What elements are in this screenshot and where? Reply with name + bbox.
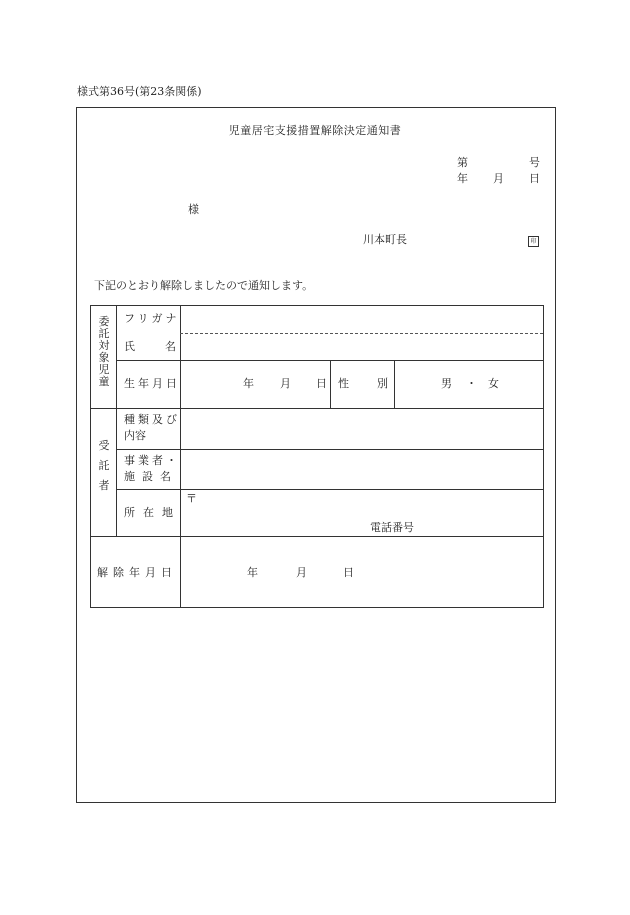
operator-label-2: 施設名 xyxy=(124,470,178,483)
date-year-label: 年 xyxy=(457,172,468,185)
type-content-field[interactable] xyxy=(183,412,541,446)
seal-mark xyxy=(528,233,539,247)
number-label-left: 第 xyxy=(457,156,468,169)
gender-label-2: 別 xyxy=(377,377,388,390)
location-field[interactable] xyxy=(199,492,541,532)
group-contractor-label: 受託者 xyxy=(98,439,110,492)
form-id: 様式第36号(第23条関係) xyxy=(77,85,202,98)
addressee-suffix: 様 xyxy=(188,203,199,216)
number-label-right: 号 xyxy=(529,156,540,169)
type-label-2: 内容 xyxy=(124,429,146,442)
gender-label xyxy=(338,377,388,391)
furigana-field[interactable] xyxy=(183,308,541,330)
gender-label-1: 性 xyxy=(338,377,349,390)
type-label-2-wrap xyxy=(124,429,176,443)
form-table xyxy=(90,305,544,608)
birth-day-label: 日 xyxy=(316,377,327,390)
phone-label: 電話番号 xyxy=(370,521,414,534)
cancel-day-label: 日 xyxy=(343,566,354,579)
cancel-date-label: 解除年月日 xyxy=(97,566,177,579)
name-label xyxy=(124,340,176,354)
date-day-label: 日 xyxy=(529,172,540,185)
operator-label-1: 事業者・ xyxy=(124,454,180,467)
birth-year-label: 年 xyxy=(243,377,254,390)
seal-icon: 印 xyxy=(528,236,539,247)
date-month-label: 月 xyxy=(493,172,504,185)
postal-mark: 〒 xyxy=(186,492,197,505)
cancel-month-label: 月 xyxy=(296,566,307,579)
name-label-1: 氏 xyxy=(124,340,135,353)
name-field[interactable] xyxy=(183,336,541,358)
gender-female-option[interactable]: 女 xyxy=(488,377,499,390)
name-label-2: 名 xyxy=(165,340,176,353)
intro-text: 下記のとおり解除しましたので通知します。 xyxy=(94,279,314,292)
location-label: 所在地 xyxy=(124,506,181,519)
issuer-name: 川本町長 xyxy=(363,233,407,246)
birthdate-label: 生年月日 xyxy=(124,377,180,390)
gender-male-option[interactable]: 男 xyxy=(441,377,452,390)
cancel-year-label: 年 xyxy=(247,566,258,579)
gender-separator: ・ xyxy=(466,377,477,390)
group-child-label: 委託対象児童 xyxy=(98,315,110,388)
birth-month-label: 月 xyxy=(280,377,291,390)
document-title: 児童居宅支援措置解除決定通知書 xyxy=(228,124,402,137)
operator-field[interactable] xyxy=(183,453,541,487)
furigana-label: フリガナ xyxy=(124,312,180,325)
type-label-1: 種類及び xyxy=(124,413,180,426)
